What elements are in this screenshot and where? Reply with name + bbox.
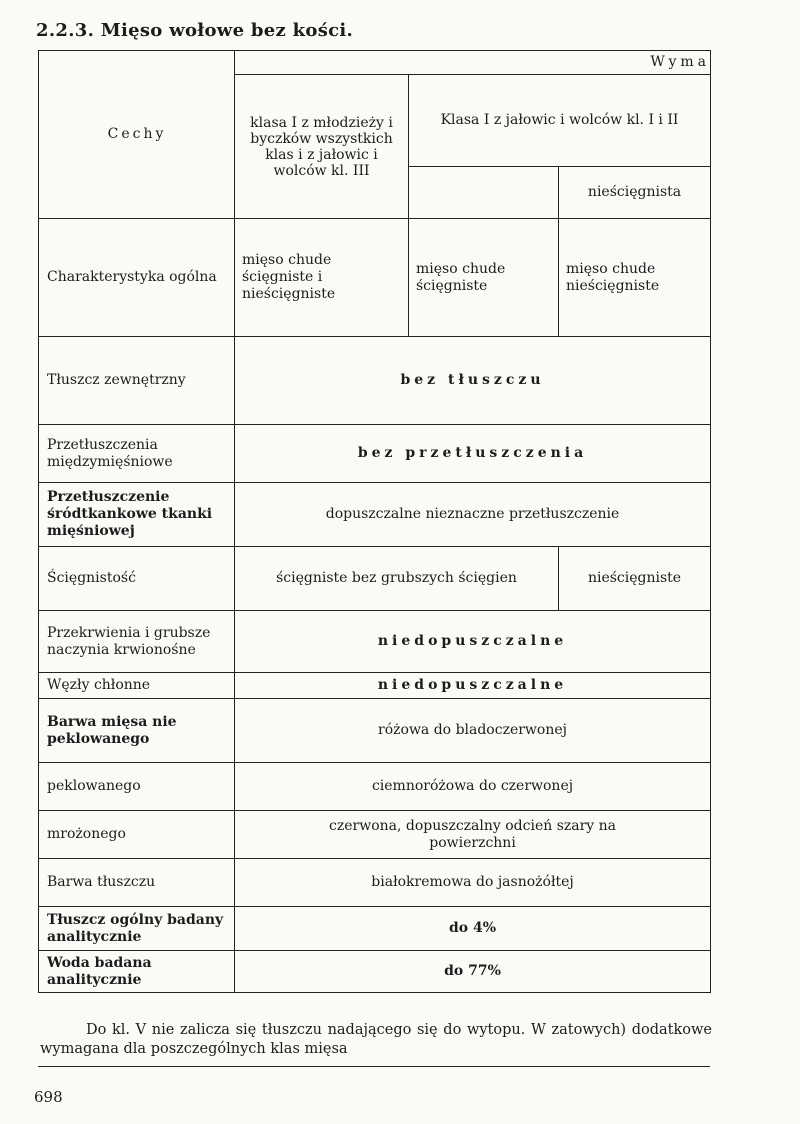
- header-scieg: [409, 167, 559, 219]
- header-wymagania: Wyma: [235, 51, 711, 75]
- label-charakterystyka: Charakterystyka ogólna: [39, 219, 235, 337]
- value-charakterystyka-2: mięso chude ścięgniste: [409, 219, 559, 337]
- label-tluszcz-ogolny: Tłuszcz ogólny badany analitycznie: [39, 907, 235, 951]
- header-niesciegnista: nieścięgnista: [559, 167, 711, 219]
- label-mrozonego: mrożonego: [39, 811, 235, 859]
- value-woda: do 77%: [235, 951, 711, 993]
- value-wezly: niedopuszczalne: [235, 673, 711, 699]
- label-barwa-miesa: Barwa mięsa nie peklowanego: [39, 699, 235, 763]
- value-tluszcz-ogolny: do 4%: [235, 907, 711, 951]
- value-barwa-miesa: różowa do bladoczerwonej: [235, 699, 711, 763]
- value-sciegnistosc-a: ścięgniste bez grubszych ścięgien: [235, 547, 559, 611]
- requirements-table: [38, 50, 711, 993]
- label-przekrwienia: Przekrwienia i grubsze naczynia krwionośne: [39, 611, 235, 673]
- value-przetluszczenia-miedzy: bez przetłuszczenia: [235, 425, 711, 483]
- value-przetluszczenie-srodtk: dopuszczalne nieznaczne przetłuszczenie: [235, 483, 711, 547]
- header-klasa1-mlodziezy: klasa I z młodzieży i byczków wszystkich klas i z jałowic i wolców kl. III: [235, 75, 409, 219]
- value-charakterystyka-3: mięso chude nieścięgniste: [559, 219, 711, 337]
- label-sciegnistosc: Ścięgnistość: [39, 547, 235, 611]
- value-charakterystyka-1: mięso chude ścięgniste i nieścięgniste: [235, 219, 409, 337]
- value-tluszcz-zewnetrzny: bez tłuszczu: [235, 337, 711, 425]
- footnote-text: Do kl. V nie zalicza się tłuszczu nadającego się do wytopu. W zatowych) dodatkowe wymagana dla poszczególnych klas mięsa: [40, 1022, 712, 1057]
- value-peklowanego: ciemnoróżowa do czerwonej: [235, 763, 711, 811]
- value-mrozonego: czerwona, dopuszczalny odcień szary na powierzchni: [235, 811, 711, 859]
- bottom-rule: [38, 1066, 710, 1067]
- label-barwa-tluszczu: Barwa tłuszczu: [39, 859, 235, 907]
- label-przetluszczenia-miedzy: Przetłuszczenia międzymięśniowe: [39, 425, 235, 483]
- label-tluszcz-zewnetrzny: Tłuszcz zewnętrzny: [39, 337, 235, 425]
- page-number: 698: [34, 1088, 63, 1106]
- label-przetluszczenie-srodtk: Przetłuszczenie śródtkankowe tkanki mięśniowej: [39, 483, 235, 547]
- section-heading: 2.2.3. Mięso wołowe bez kości.: [36, 20, 354, 41]
- value-barwa-tluszczu: białokremowa do jasnożółtej: [235, 859, 711, 907]
- requirements-table-wrap: [38, 50, 710, 993]
- value-sciegnistosc-b: nieścięgniste: [559, 547, 711, 611]
- label-woda: Woda badana analitycznie: [39, 951, 235, 993]
- value-przekrwienia: niedopuszczalne: [235, 611, 711, 673]
- header-klasa1-jalowic: Klasa I z jałowic i wolców kl. I i II: [409, 75, 711, 167]
- footnote: [40, 1021, 712, 1059]
- label-wezly: Węzły chłonne: [39, 673, 235, 699]
- label-peklowanego: peklowanego: [39, 763, 235, 811]
- header-cechy: Cechy: [39, 51, 235, 219]
